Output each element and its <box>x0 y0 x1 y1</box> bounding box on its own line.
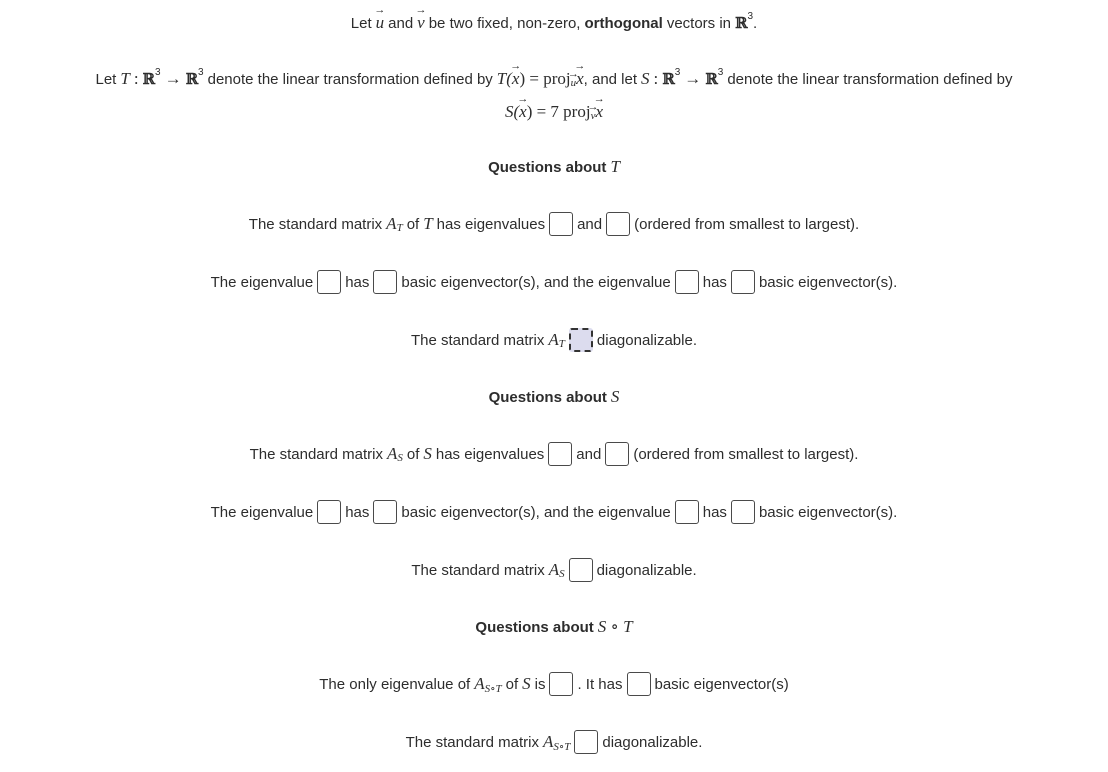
A-symbol: A <box>474 674 485 693</box>
prefix-text: The standard matrix <box>411 561 545 579</box>
and-text: and <box>576 445 602 463</box>
heading-text: Questions about <box>488 388 607 406</box>
has-eigenvalues-text: has eigenvalues <box>435 445 545 463</box>
real-space-symbol: ℝ <box>662 70 675 88</box>
diagonalizable-text: diagonalizable. <box>596 561 697 579</box>
T-of-x: T( <box>496 69 512 88</box>
x-vector: → x <box>595 102 603 122</box>
basic-and-eigenvalue-text: basic eigenvector(s), and the eigenvalue <box>401 273 671 291</box>
T-eigenvalue-small-input[interactable] <box>549 212 573 236</box>
v-vector: → v <box>591 110 596 122</box>
A-symbol: A <box>386 444 398 463</box>
S-eig-2-count-input[interactable] <box>731 500 755 524</box>
u-vector: → u <box>571 77 577 89</box>
basic-text: basic eigenvector(s) <box>654 675 789 693</box>
S-diagonalizable-select[interactable] <box>569 558 593 582</box>
S-eigenvalues-row <box>0 440 1108 468</box>
real-space-symbol: ℝ <box>735 14 748 32</box>
A-subscript: S∘T <box>553 740 571 753</box>
S-symbol: S <box>522 674 531 693</box>
is-text: is <box>534 675 546 693</box>
A-subscript: T <box>396 222 403 234</box>
def-denote: denote the linear transformation defined by <box>727 70 1013 88</box>
ST-diagonalizable-row <box>0 728 1108 756</box>
of-text: of <box>406 445 420 463</box>
of-text: of <box>505 675 519 693</box>
ST-diagonalizable-select[interactable] <box>574 730 598 754</box>
heading-text: Questions about <box>488 158 607 176</box>
definition-line-1 <box>0 66 1108 92</box>
exponent: 3 <box>717 66 724 78</box>
A-symbol: A <box>548 560 560 579</box>
intro-line <box>0 10 1108 36</box>
arrow: → <box>164 69 182 88</box>
colon: : <box>133 69 139 88</box>
exponent: 3 <box>674 66 681 78</box>
exponent: 3 <box>747 10 754 22</box>
T-eig-1-value-input[interactable] <box>317 270 341 294</box>
proj-u: ) = proj <box>519 69 571 88</box>
prefix-text: The standard matrix <box>249 445 383 463</box>
T-multiplicity-row <box>0 268 1108 296</box>
arrow: → <box>684 69 702 88</box>
S-eig-2-value-input[interactable] <box>675 500 699 524</box>
S-multiplicity-row <box>0 498 1108 526</box>
T-eig-2-value-input[interactable] <box>675 270 699 294</box>
S-symbol: S <box>641 69 650 88</box>
has-text: has <box>345 503 370 521</box>
A-subscript: T <box>558 338 565 350</box>
S-of-x: S( <box>504 102 520 121</box>
T-eigenvalues-row <box>0 210 1108 238</box>
prefix-text: The standard matrix <box>411 331 545 349</box>
S-eig-1-value-input[interactable] <box>317 500 341 524</box>
of-text: of <box>406 215 420 233</box>
period: . <box>753 14 758 32</box>
ordered-text: (ordered from smallest to largest). <box>634 215 860 233</box>
S-eigenvalue-small-input[interactable] <box>548 442 572 466</box>
x-vector: → x <box>576 69 584 89</box>
intro-orthogonal: orthogonal <box>584 14 663 32</box>
A-symbol: A <box>542 732 554 751</box>
real-space-symbol: ℝ <box>705 70 718 88</box>
A-subscript: S∘T <box>484 682 502 695</box>
T-diagonalizable-select[interactable] <box>569 328 593 352</box>
basic-and-eigenvalue-text: basic eigenvector(s), and the eigenvalue <box>401 503 671 521</box>
S-symbol: S <box>610 387 620 406</box>
diagonalizable-text: diagonalizable. <box>596 331 697 349</box>
T-symbol: T <box>120 69 130 88</box>
only-eigenvalue-text: The only eigenvalue of <box>319 675 471 693</box>
T-symbol: T <box>423 214 433 233</box>
A-subscript: S <box>559 568 565 580</box>
intro-let: Let <box>350 14 372 32</box>
section-ST-heading <box>0 614 1108 640</box>
S-eigenvalue-large-input[interactable] <box>605 442 629 466</box>
real-space-symbol: ℝ <box>142 70 156 88</box>
section-S-heading <box>0 384 1108 410</box>
has-text: has <box>702 503 727 521</box>
exponent: 3 <box>155 66 161 78</box>
A-symbol: A <box>386 214 397 233</box>
T-eigenvalue-large-input[interactable] <box>606 212 630 236</box>
eigenvalue-text: The eigenvalue <box>210 273 314 291</box>
S-eig-1-count-input[interactable] <box>373 500 397 524</box>
v-vector: → v <box>417 13 425 33</box>
seven-proj-v: ) = 7 proj <box>526 102 591 121</box>
intro-be-two-fixed: be two fixed, non-zero, <box>428 14 581 32</box>
prefix-text: The standard matrix <box>405 733 539 751</box>
section-T-heading <box>0 154 1108 180</box>
real-space-symbol: ℝ <box>185 70 199 88</box>
has-text: has <box>345 273 370 291</box>
A-symbol: A <box>548 330 559 349</box>
intro-and: and <box>388 14 414 32</box>
S-diagonalizable-row <box>0 556 1108 584</box>
prefix-text: The standard matrix <box>248 215 383 233</box>
A-subscript: S <box>397 452 403 464</box>
ST-eigenvalue-input[interactable] <box>549 672 573 696</box>
definition-line-2 <box>0 98 1108 126</box>
def-denote: denote the linear transformation defined by <box>207 70 493 88</box>
def-let: Let <box>95 70 117 88</box>
and-text: and <box>577 215 603 233</box>
x-vector: → x <box>512 69 520 89</box>
colon: : <box>653 69 659 88</box>
T-diagonalizable-row <box>0 326 1108 354</box>
T-eig-2-count-input[interactable] <box>731 270 755 294</box>
it-has-text: . It has <box>577 675 623 693</box>
S-symbol: S <box>423 444 432 463</box>
basic-end-text: basic eigenvector(s). <box>758 503 898 521</box>
x-vector: → x <box>519 102 527 122</box>
ST-eigenvector-count-input[interactable] <box>627 672 651 696</box>
has-eigenvalues-text: has eigenvalues <box>436 215 546 233</box>
has-text: has <box>702 273 727 291</box>
basic-end-text: basic eigenvector(s). <box>758 273 898 291</box>
ordered-text: (ordered from smallest to largest). <box>633 445 859 463</box>
u-vector: → u <box>376 13 385 33</box>
heading-text: Questions about <box>475 618 594 636</box>
ST-symbol: S ∘ T <box>597 617 633 636</box>
T-symbol: T <box>610 157 620 176</box>
exponent: 3 <box>198 66 204 78</box>
ST-eigenvalue-row <box>0 670 1108 698</box>
intro-vectors-in: vectors in <box>666 14 732 32</box>
eigenvalue-text: The eigenvalue <box>210 503 314 521</box>
def-and-let: , and let <box>583 70 638 88</box>
diagonalizable-text: diagonalizable. <box>602 733 703 751</box>
T-eig-1-count-input[interactable] <box>373 270 397 294</box>
